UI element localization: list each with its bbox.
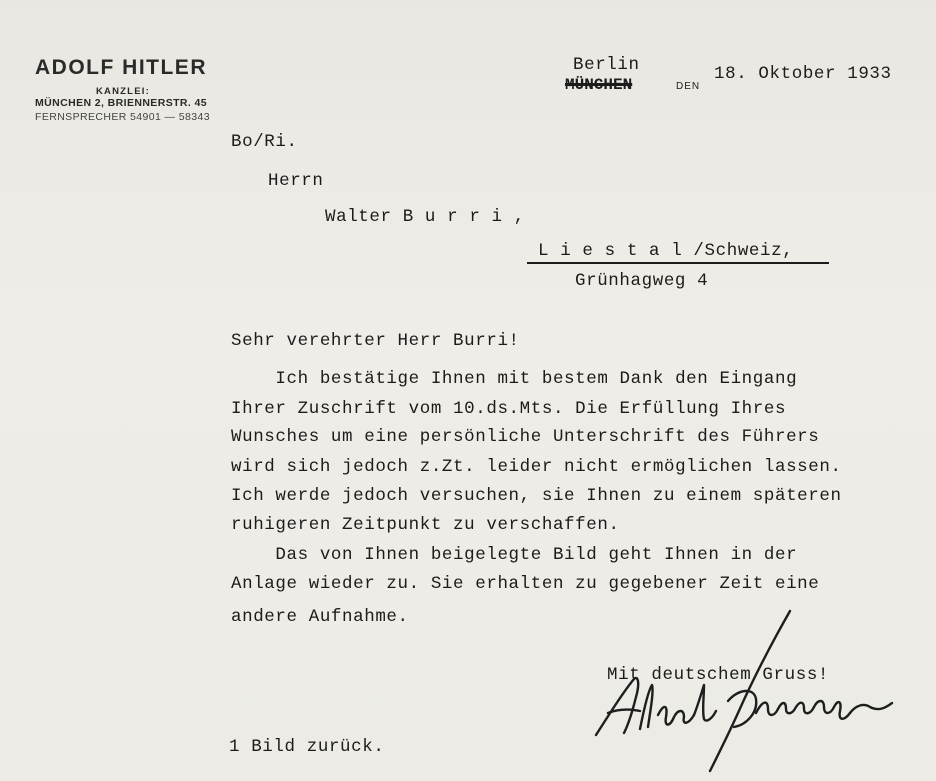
body-line: Ich bestätige Ihnen mit bestem Dank den Eingang xyxy=(231,369,798,389)
recipient-salutation-line: Herrn xyxy=(268,171,324,191)
body-line: ruhigeren Zeitpunkt zu verschaffen. xyxy=(231,515,620,535)
greeting: Sehr verehrter Herr Burri! xyxy=(231,331,520,351)
closing: Mit deutschem Gruss! xyxy=(607,665,830,685)
letterhead-name: ADOLF HITLER xyxy=(35,56,207,79)
letterhead-address: MÜNCHEN 2, BRIENNERSTR. 45 xyxy=(35,97,208,109)
recipient-city: L i e s t a l /Schweiz, xyxy=(538,241,794,261)
body-line: Wunsches um eine persönliche Unterschrift des Führers xyxy=(231,427,820,447)
body-line: wird sich jedoch z.Zt. leider nicht ermöglichen lassen. xyxy=(231,457,842,477)
dateline-struck-city: MÜNCHEN xyxy=(565,76,633,94)
recipient-street: Grünhagweg 4 xyxy=(575,271,709,291)
dateline-city: Berlin xyxy=(573,55,640,75)
recipient-city-underline xyxy=(527,262,829,264)
recipient-name: Walter B u r r i , xyxy=(325,207,525,227)
body-line: Ihrer Zuschrift vom 10.ds.Mts. Die Erfüllung Ihres xyxy=(231,399,787,419)
enclosure-note: 1 Bild zurück. xyxy=(229,737,385,757)
dateline-date: 18. Oktober 1933 xyxy=(714,64,892,84)
body-line: andere Aufnahme. xyxy=(231,607,409,627)
body-line: Anlage wieder zu. Sie erhalten zu gegebener Zeit eine xyxy=(231,574,820,594)
body-line: Das von Ihnen beigelegte Bild geht Ihnen in der xyxy=(231,545,798,565)
letterhead-kanzlei: KANZLEI: xyxy=(96,86,150,97)
dateline-den: DEN xyxy=(676,81,701,92)
handwritten-signature xyxy=(578,605,898,781)
letterhead-phone: FERNSPRECHER 54901 — 58343 xyxy=(35,111,210,123)
reference-code: Bo/Ri. xyxy=(231,132,298,152)
body-line: Ich werde jedoch versuchen, sie Ihnen zu einem späteren xyxy=(231,486,842,506)
